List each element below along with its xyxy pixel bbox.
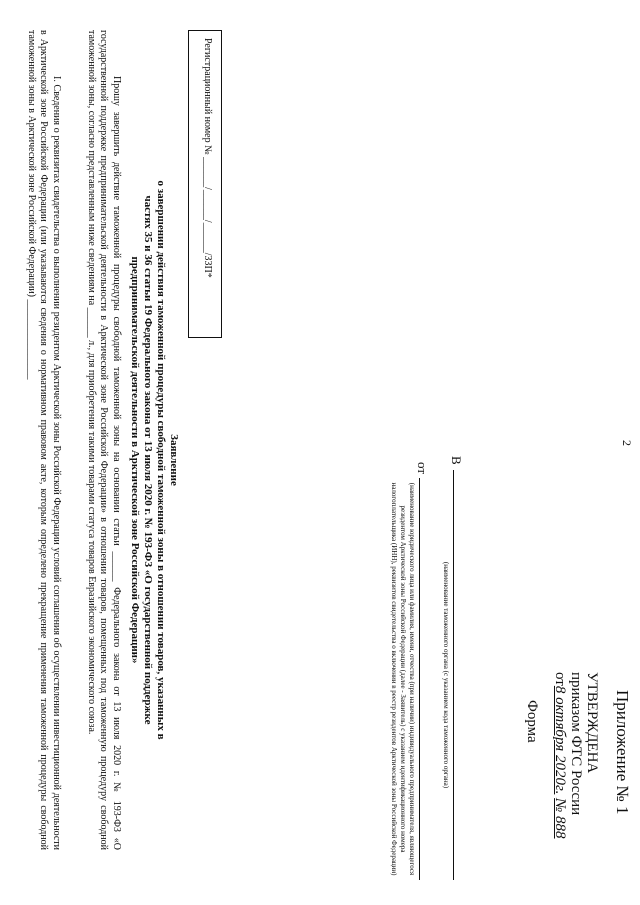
to-caption: (наименование таможенного органа (с указанием кода таможенного органа) <box>442 561 450 789</box>
title-line-3: предпринимательской деятельности в Арктической зоне Российской Федерации» <box>129 256 141 664</box>
to-label: В <box>449 456 464 465</box>
page-number: 2 <box>620 440 634 446</box>
approval-line-2: приказом ФТС России <box>568 672 584 816</box>
paragraph-request <box>85 30 123 850</box>
to-line <box>453 470 454 880</box>
title-heading: Заявление <box>168 434 180 486</box>
approval-block <box>552 672 600 839</box>
approval-prefix: от <box>552 672 568 686</box>
paragraph-section-1 <box>25 30 63 850</box>
title-line-1: о завершении действия таможенной процедуры свободной таможенной зоны в отношении товаров, указанных в <box>155 180 167 740</box>
document-title <box>128 130 180 790</box>
paragraph-section-1-text: I. Сведения о реквизитах свидетельства о выполнении резидентом Арктической зоны Российской Федерации условий соглашения об осуществлении инвестиционной деятельности в Арктической зоне Российской Федерации (или указываются сведения о нормативном правовом акте, которым определено прекращение применения таможенной процедуры свободной таможенной зоны в Арктической зоне Российской Федерации) ________________ <box>26 30 62 850</box>
title-line-2: частях 35 и 36 статьи 19 Федерального закона от 13 июля 2020 г. № 193-ФЗ «О государственной поддержке <box>142 195 154 725</box>
from-label: от <box>415 462 430 475</box>
approval-date: 8 октября 2020г. <box>552 685 568 795</box>
paragraph-request-text: Прошу завершить действие таможенной процедуры свободной таможенной зоны на основании статьи ______ Федерального закона от 13 июля 2020 г. № 193-ФЗ «О государственной поддержке предпринимательской деятельности в Арктической зоне Российской Федерации» в отношении товаров, помещенных под таможенную процедуру свободной таможенной зоны, согласно представленным ниже сведениям на ______ л., для приобретения такими товарами статуса товаров Евразийского экономического союза. <box>86 30 122 850</box>
registration-number: Регистрационный номер № ______/______/______/ЗЗП* <box>202 38 213 278</box>
approval-line-3 <box>552 672 568 839</box>
from-line <box>419 478 420 880</box>
approval-number: № 888 <box>552 798 568 839</box>
form-label: Форма <box>524 700 540 743</box>
from-caption: (наименование юридического лица или фамилия, имени, отчества (при наличии) индивидуального предпринимателя, являющегося резидентом Арктической зоны Российской Федерации (далее - Заявитель) с указанием идентификационного номера налогоплательщика (ИНН), реквизитов свидетельства о включении в реестр резидентов Арктической зоны Российской Федерации) <box>390 482 416 876</box>
attachment-label: Приложение № 1 <box>613 690 632 815</box>
approval-line-1: УТВЕРЖДЕНА <box>584 672 600 774</box>
